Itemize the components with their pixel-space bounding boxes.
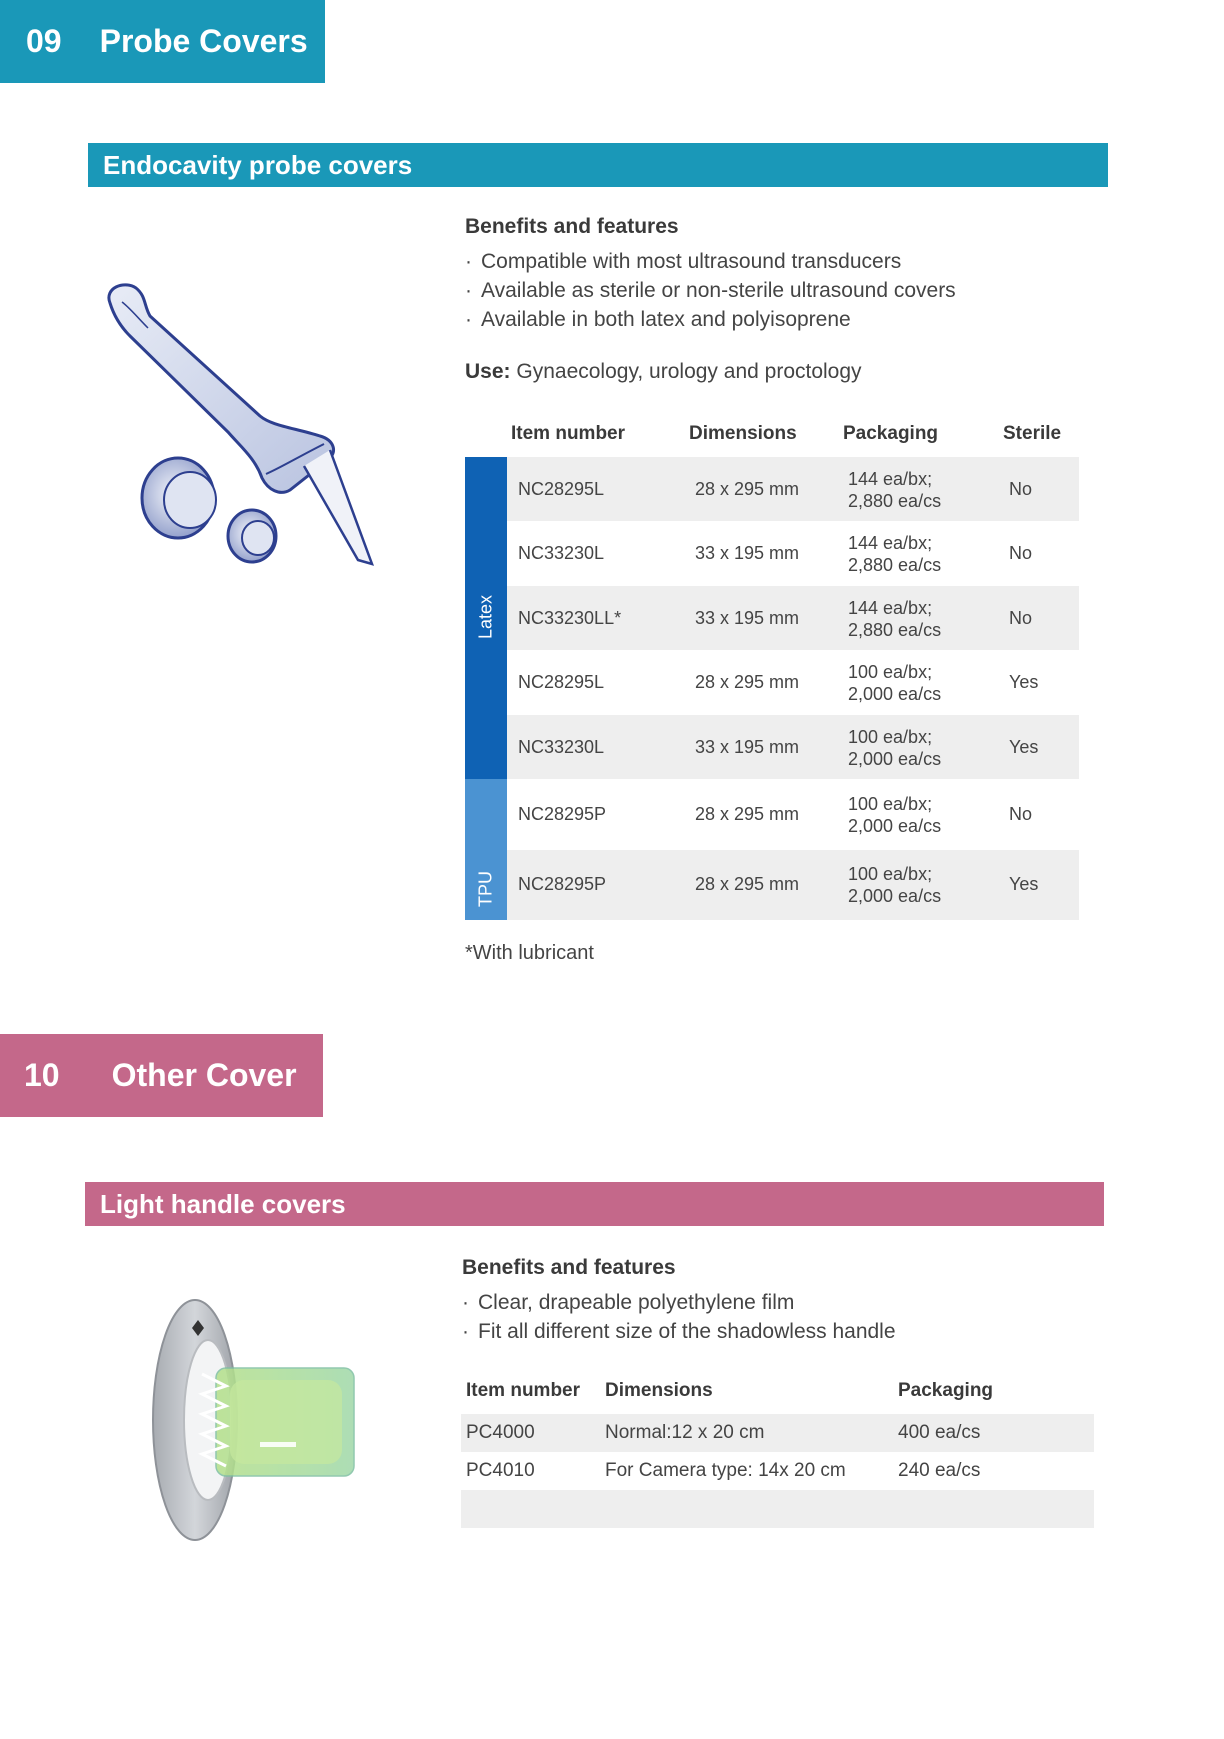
cell-sterile: No	[1009, 479, 1033, 499]
section-tab-other-cover	[0, 1034, 323, 1117]
section-title: Other Cover	[111, 1057, 297, 1093]
section-tab-probe-covers	[0, 0, 325, 83]
subsection-band-light-handle	[85, 1182, 1104, 1226]
table-row	[507, 850, 1079, 920]
cell-pack: 400 ea/cs	[898, 1422, 981, 1443]
benefit-item: · Available in both latex and polyisoprene	[463, 305, 956, 334]
cell-sterile: Yes	[1009, 874, 1039, 894]
subsection-title: Light handle covers	[100, 1188, 346, 1219]
section-title: Probe Covers	[99, 23, 308, 59]
benefit-item: · Clear, drapeable polyethylene film	[460, 1288, 896, 1317]
cell-item: NC33230L	[518, 737, 605, 757]
cell-dim: Normal:12 x 20 cm	[605, 1422, 765, 1443]
cell-dim: 28 x 295 mm	[695, 874, 800, 894]
col-header-item-number: Item number	[511, 423, 626, 444]
table-row	[507, 521, 1079, 586]
use-line	[465, 360, 862, 384]
col-header-packaging: Packaging	[898, 1380, 994, 1401]
col-header-dimensions: Dimensions	[605, 1380, 713, 1401]
cell-sterile: Yes	[1009, 737, 1039, 757]
cell-item: NC33230LL*	[518, 608, 622, 628]
benefit-item: · Compatible with most ultrasound transducers	[463, 247, 956, 276]
cell-pack: 144 ea/bx; 2,880 ea/cs	[848, 598, 942, 640]
cell-sterile: No	[1009, 608, 1033, 628]
cell-pack: 100 ea/bx; 2,000 ea/cs	[848, 864, 942, 906]
benefits-heading: Benefits and features	[462, 1256, 676, 1279]
cell-dim: 33 x 195 mm	[695, 737, 800, 757]
table-row	[461, 1452, 1094, 1490]
use-text: Gynaecology, urology and proctology	[516, 360, 862, 383]
cell-dim: 28 x 295 mm	[695, 479, 800, 499]
cell-sterile: No	[1009, 543, 1033, 563]
group-label-tpu: TPU	[475, 871, 496, 907]
table-row	[507, 715, 1079, 779]
table-row-empty	[461, 1490, 1094, 1528]
group-bar-latex	[465, 457, 507, 779]
cell-dim: 33 x 195 mm	[695, 543, 800, 563]
cell-dim: 28 x 295 mm	[695, 804, 800, 824]
table-row	[507, 650, 1079, 715]
col-header-packaging: Packaging	[843, 423, 939, 444]
benefit-item: · Fit all different size of the shadowless handle	[460, 1317, 896, 1346]
cell-item: NC28295L	[518, 479, 605, 499]
cell-pack: 144 ea/bx; 2,880 ea/cs	[848, 533, 942, 575]
cell-dim: For Camera type: 14x 20 cm	[605, 1460, 846, 1481]
cell-item: NC28295P	[518, 804, 607, 824]
cell-pack: 144 ea/bx; 2,880 ea/cs	[848, 469, 942, 511]
col-header-sterile: Sterile	[1003, 423, 1062, 444]
subsection-title: Endocavity probe covers	[103, 149, 413, 180]
benefits-heading: Benefits and features	[465, 215, 679, 238]
group-bar-tpu	[465, 779, 507, 920]
col-header-item-number: Item number	[466, 1380, 581, 1401]
cell-item: NC28295L	[518, 672, 605, 692]
cell-item: PC4000	[466, 1422, 535, 1443]
table-row	[461, 1414, 1094, 1452]
cell-pack: 240 ea/cs	[898, 1460, 981, 1481]
benefits-list	[460, 1288, 896, 1346]
table-row	[507, 779, 1079, 850]
subsection-band-endocavity	[88, 143, 1108, 187]
group-label-latex: Latex	[475, 594, 496, 640]
section-number: 10	[24, 1057, 60, 1093]
col-header-dimensions: Dimensions	[689, 423, 797, 444]
use-label: Use:	[465, 360, 511, 383]
cell-item: PC4010	[466, 1460, 535, 1481]
cell-pack: 100 ea/bx; 2,000 ea/cs	[848, 662, 942, 704]
cell-dim: 28 x 295 mm	[695, 672, 800, 692]
cell-pack: 100 ea/bx; 2,000 ea/cs	[848, 727, 942, 769]
section-number: 09	[26, 23, 62, 59]
cell-pack: 100 ea/bx; 2,000 ea/cs	[848, 794, 942, 836]
table-row	[507, 586, 1079, 650]
cell-sterile: No	[1009, 804, 1033, 824]
endocavity-probe-illustration	[90, 268, 410, 588]
cell-dim: 33 x 195 mm	[695, 608, 800, 628]
benefits-list	[463, 247, 956, 334]
cell-item: NC28295P	[518, 874, 607, 894]
benefit-item: · Available as sterile or non-sterile ultrasound covers	[463, 276, 956, 305]
footnote: *With lubricant	[465, 942, 594, 964]
table-row	[507, 457, 1079, 521]
cell-item: NC33230L	[518, 543, 605, 563]
light-handle-cover-illustration	[140, 1290, 370, 1550]
cell-sterile: Yes	[1009, 672, 1039, 692]
